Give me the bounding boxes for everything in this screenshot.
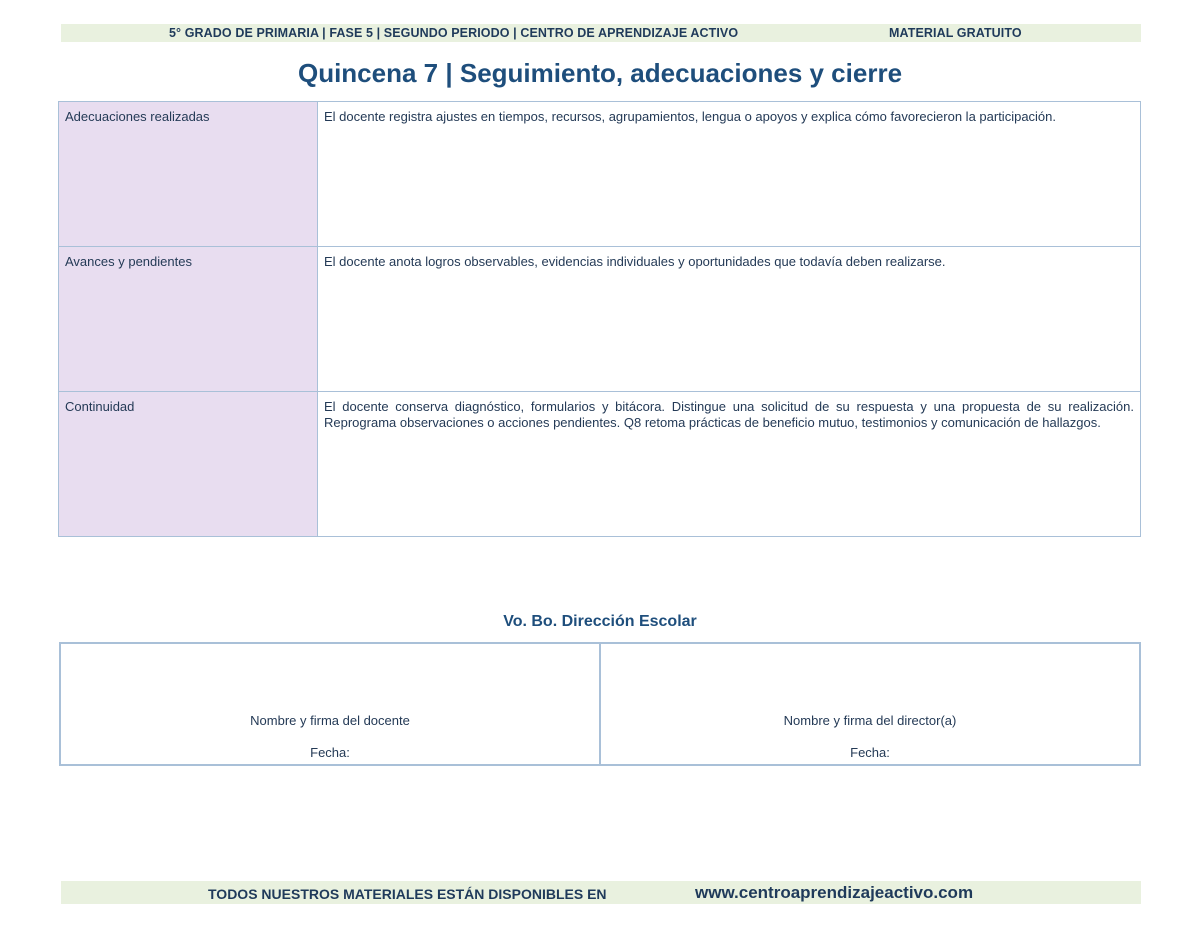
row-label: Avances y pendientes: [59, 247, 318, 392]
row-description: El docente conserva diagnóstico, formularios y bitácora. Distingue una solicitud de su respuesta y una propuesta de su realización. Reprograma observaciones o acciones pendientes. Q8 retoma prácticas de beneficio mutuo, testimonios y comunicación de hallazgos.: [318, 392, 1141, 537]
director-signature-label: Nombre y firma del director(a): [783, 713, 957, 728]
table-row: [59, 102, 1141, 247]
row-label: Adecuaciones realizadas: [59, 102, 318, 247]
table-row: [59, 392, 1141, 537]
tracking-table: [58, 101, 1141, 537]
header-right-text: MATERIAL GRATUITO: [889, 26, 1022, 40]
row-description: El docente registra ajustes en tiempos, recursos, agrupamientos, lengua o apoyos y explica cómo favorecieron la participación.: [318, 102, 1141, 247]
teacher-date-label: Fecha:: [310, 745, 350, 760]
teacher-signature-label: Nombre y firma del docente: [250, 713, 410, 728]
director-date-label: Fecha:: [850, 745, 890, 760]
signature-table: [59, 642, 1141, 766]
header-band: [61, 24, 1141, 42]
footer-url-link[interactable]: www.centroaprendizajeactivo.com: [695, 883, 974, 902]
row-label: Continuidad: [59, 392, 318, 537]
footer-band: [61, 881, 1141, 904]
row-description: El docente anota logros observables, evidencias individuales y oportunidades que todavía deben realizarse.: [318, 247, 1141, 392]
page-title: Quincena 7 | Seguimiento, adecuaciones y cierre: [297, 58, 903, 88]
footer-text: TODOS NUESTROS MATERIALES ESTÁN DISPONIBLES EN: [208, 886, 607, 902]
teacher-signature-cell: [60, 643, 600, 765]
header-left-text: 5° GRADO DE PRIMARIA | FASE 5 | SEGUNDO PERIODO | CENTRO DE APRENDIZAJE ACTIVO: [169, 26, 739, 40]
approval-title: Vo. Bo. Dirección Escolar: [503, 613, 697, 630]
director-signature-cell: [600, 643, 1140, 765]
table-row: [59, 247, 1141, 392]
